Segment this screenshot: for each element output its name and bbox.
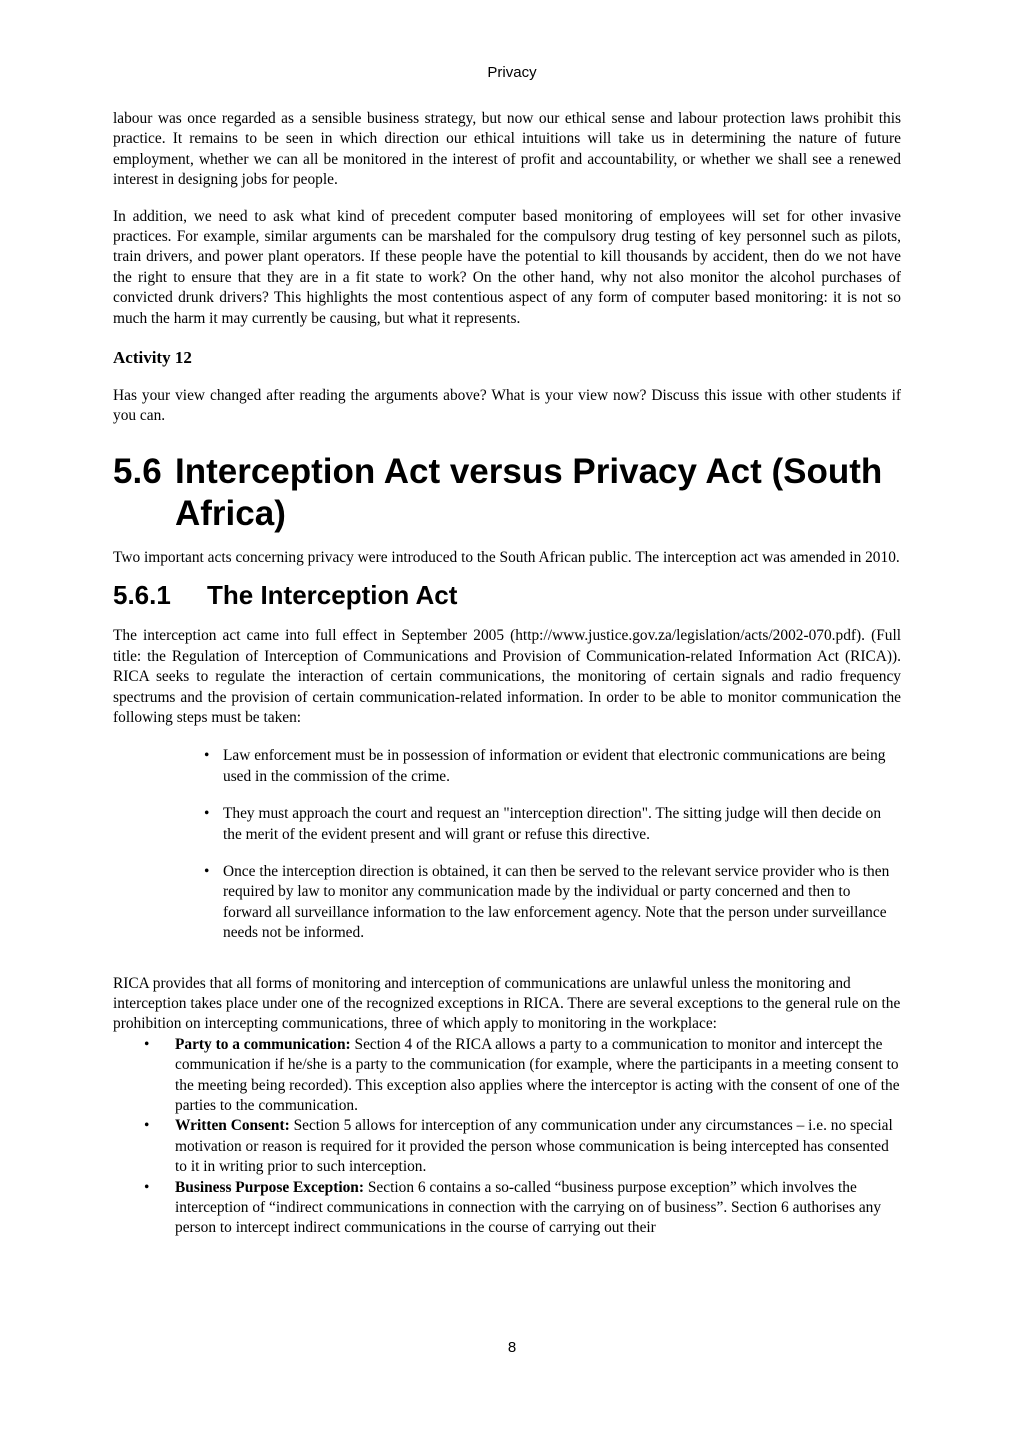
- bullet: •: [204, 747, 210, 765]
- bullet: •: [204, 805, 210, 823]
- subsection-title: The Interception Act: [207, 580, 458, 611]
- activity-heading: Activity 12: [113, 348, 192, 368]
- list-item: [144, 1035, 901, 1117]
- subsection-heading: [113, 578, 901, 612]
- body-paragraph: The interception act came into full effect in September 2005 (http://www.justice.gov.za/legislation/acts/2002-070.pdf). (Full title: the Regulation of Interception of Communications and Provision of Communication-related Information Act (RICA)). RICA seeks to regulate the interaction of certain communications, the monitoring of certain signals and radio frequency spectrums and the provision of certain communication-related information. In order to be able to monitor communication the following steps must be taken:: [113, 627, 901, 726]
- exception-text: Section 5 allows for interception of any communication under any circumstances – i.e. no special motivation or reason is required for it provided the person whose communication is being intercepted has consented to it in writing prior to such interception.: [175, 1117, 893, 1176]
- exception-text: Section 6 contains a so-called “business purpose exception” which involves the interception of “indirect communications in connection with the carrying on of business”. Section 6 authorises any person to intercept indirect communications in the course of carrying out their: [175, 1178, 882, 1237]
- list-item: [204, 746, 901, 787]
- list-item: [144, 1116, 901, 1177]
- list-item: [204, 804, 901, 845]
- list-item-text: Law enforcement must be in possession of information or evident that electronic communications are being used in the commission of the crime.: [223, 747, 886, 785]
- steps-list: [113, 746, 901, 943]
- list-item: [204, 862, 901, 944]
- section-title: Interception Act versus Privacy Act (South Africa): [175, 451, 883, 533]
- exception-text: Section 4 of the RICA allows a party to a communication to monitor and intercept the communication if he/she is a party to the communication (for example, where the participants in a meeting consent to the meeting being recorded). This exception also applies where the interceptor is acting with the consent of one of the parties to the communication.: [175, 1035, 900, 1114]
- page-content: [113, 109, 901, 1239]
- exceptions-list: [113, 1035, 901, 1239]
- body-paragraph: RICA provides that all forms of monitoring and interception of communications are unlawful unless the monitoring and interception takes place under one of the recognized exceptions in RICA. There are several exceptions to the general rule on the prohibition on intercepting communications, three of which apply to monitoring in the workplace:: [113, 974, 901, 1033]
- exception-term: Written Consent:: [175, 1117, 290, 1135]
- exception-term: Party to a communication:: [175, 1035, 351, 1053]
- body-paragraph: labour was once regarded as a sensible business strategy, but now our ethical sense and labour protection laws prohibit this practice. It remains to be seen in which direction our ethical intuitions will take us in determining the nature of future employment, whether we can all be monitored in the interest of profit and accountability, or whether we shall see a renewed interest in designing jobs for people.: [113, 110, 901, 189]
- subsection-number: 5.6.1: [113, 580, 171, 611]
- section-heading: [113, 451, 901, 535]
- list-item-text: Once the interception direction is obtained, it can then be served to the relevant service provider who is then required by law to monitor any communication made by the individual or party concerned and then to forward all surveillance information to the law enforcement agency. Note that the person under surveillance needs not be informed.: [223, 862, 890, 942]
- bullet: •: [144, 1035, 150, 1053]
- list-item-text: They must approach the court and request an "interception direction". The sitting judge will then decide on the merit of the evident present and will grant or refuse this directive.: [223, 805, 882, 843]
- list-item: [144, 1178, 901, 1239]
- exception-term: Business Purpose Exception:: [175, 1178, 364, 1196]
- running-header: Privacy: [487, 64, 537, 81]
- section-number: 5.6: [113, 451, 162, 491]
- page-number: 8: [507, 1339, 517, 1356]
- activity-text: Has your view changed after reading the arguments above? What is your view now? Discuss this issue with other students if you can.: [113, 387, 901, 425]
- bullet: •: [144, 1117, 150, 1135]
- bullet: •: [204, 862, 210, 880]
- bullet: •: [144, 1178, 150, 1196]
- body-paragraph: In addition, we need to ask what kind of precedent computer based monitoring of employees will set for other invasive practices. For example, similar arguments can be marshaled for the compulsory drug testing of key personnel such as pilots, train drivers, and power plant operators. If these people have the potential to kill thousands by accident, then do we not have the right to ensure that they are in a fit state to work? On the other hand, why not also monitor the alcohol purchases of convicted drunk drivers? This highlights the most contentious aspect of any form of computer based monitoring: it is not so much the harm it may currently be causing, but what it represents.: [113, 207, 901, 327]
- section-intro: Two important acts concerning privacy were introduced to the South African public. The interception act was amended in 2010.: [113, 548, 900, 566]
